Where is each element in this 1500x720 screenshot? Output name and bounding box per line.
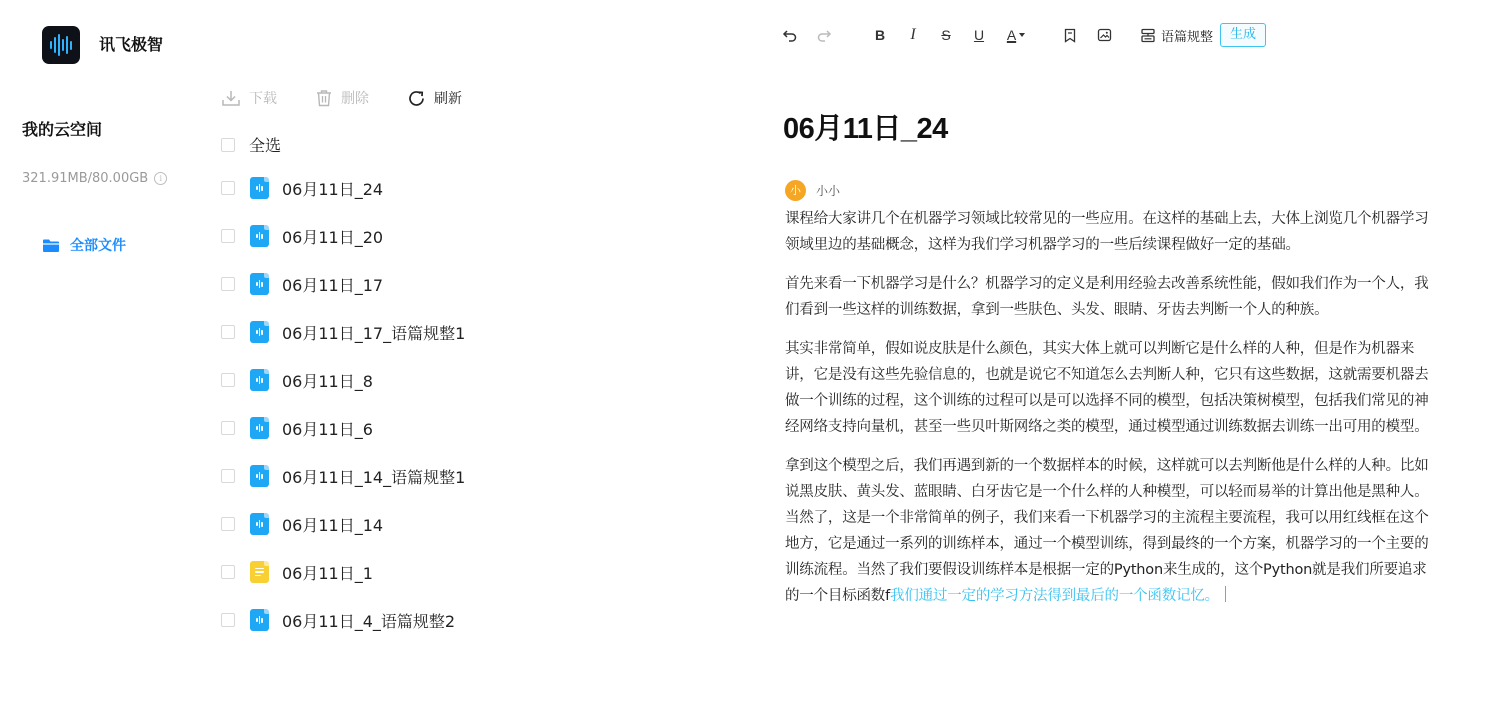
audio-file-icon	[250, 465, 269, 487]
select-all-checkbox[interactable]	[221, 138, 235, 152]
audio-file-icon	[250, 177, 269, 199]
document-body[interactable]	[785, 206, 1435, 622]
italic-button[interactable]: I	[910, 26, 916, 43]
file-name: 06月11日_17	[282, 275, 384, 295]
underline-button[interactable]: U	[973, 27, 985, 43]
file-item[interactable]	[221, 308, 701, 356]
storage-usage	[22, 171, 167, 186]
file-item[interactable]	[221, 404, 701, 452]
audio-file-icon	[250, 321, 269, 343]
file-name: 06月11日_20	[282, 227, 384, 247]
file-name: 06月11日_1	[282, 563, 373, 583]
bold-button[interactable]: B	[874, 27, 886, 43]
info-icon[interactable]: i	[154, 172, 167, 185]
file-name: 06月11日_4_语篇规整2	[282, 611, 456, 631]
storage-text: 321.91MB/80.00GB	[22, 171, 149, 186]
generate-button[interactable]: 生成	[1220, 23, 1266, 47]
audio-file-icon	[250, 417, 269, 439]
file-name: 06月11日_8	[282, 371, 373, 391]
avatar[interactable]: 小	[785, 180, 806, 201]
regulate-icon	[1140, 28, 1156, 43]
audio-file-icon	[250, 513, 269, 535]
delete-button[interactable]	[315, 88, 369, 108]
paragraph[interactable]: 首先来看一下机器学习是什么？机器学习的定义是利用经验去改善系统性能，假如我们作为一个人，我们看到一些这样的训练数据，拿到一些肤色、头发、眼睛、牙齿去判断一个人的种族。	[785, 276, 1429, 318]
file-item[interactable]	[221, 596, 701, 644]
file-name: 06月11日_14	[282, 515, 384, 535]
file-name: 06月11日_14_语篇规整1	[282, 467, 466, 487]
regulate-label: 语篇规整	[1161, 29, 1214, 45]
paragraph-last[interactable]	[785, 453, 1435, 609]
file-item[interactable]	[221, 164, 701, 212]
file-checkbox[interactable]	[221, 181, 235, 195]
file-name: 06月11日_6	[282, 419, 373, 439]
file-toolbar	[221, 88, 462, 108]
strikethrough-button[interactable]: S	[941, 27, 951, 43]
pending-transcript-text: 我们通过一定的学习方法得到最后的一个函数记忆。	[890, 588, 1219, 604]
document-file-icon	[250, 561, 269, 583]
file-checkbox[interactable]	[221, 277, 235, 291]
file-checkbox[interactable]	[221, 229, 235, 243]
cloud-space-title: 我的云空间	[22, 120, 103, 139]
audio-file-icon	[250, 225, 269, 247]
text-cursor	[1225, 586, 1226, 602]
speaker-label	[785, 180, 840, 201]
brand-name: 讯飞极智	[99, 35, 164, 54]
audio-file-icon	[250, 609, 269, 631]
file-name: 06月11日_17_语篇规整1	[282, 323, 466, 343]
font-color-icon: A	[1006, 27, 1017, 43]
delete-label: 删除	[341, 91, 369, 107]
download-button[interactable]	[221, 88, 277, 108]
file-item[interactable]	[221, 260, 701, 308]
download-icon	[221, 89, 241, 107]
speaker-name[interactable]: 小小	[816, 184, 841, 198]
audio-file-icon	[250, 273, 269, 295]
insert-image-button[interactable]	[1094, 24, 1114, 46]
refresh-icon	[407, 89, 426, 108]
document-title[interactable]: 06月11日_24	[783, 113, 948, 145]
select-all-label: 全选	[249, 136, 282, 155]
refresh-button[interactable]	[407, 88, 462, 108]
file-checkbox[interactable]	[221, 565, 235, 579]
sidebar-item-all-files[interactable]	[42, 235, 126, 255]
file-checkbox[interactable]	[221, 373, 235, 387]
sidebar-item-label: 全部文件	[70, 238, 126, 254]
redo-icon	[816, 28, 832, 42]
download-label: 下载	[249, 91, 277, 107]
file-item[interactable]	[221, 452, 701, 500]
file-checkbox[interactable]	[221, 421, 235, 435]
trash-icon	[315, 89, 333, 107]
undo-button[interactable]	[780, 24, 800, 46]
file-item[interactable]	[221, 548, 701, 596]
file-item[interactable]	[221, 212, 701, 260]
bookmark-button[interactable]	[1060, 24, 1080, 46]
file-checkbox[interactable]	[221, 613, 235, 627]
file-checkbox[interactable]	[221, 325, 235, 339]
select-all-row	[221, 133, 281, 156]
image-icon	[1097, 28, 1112, 42]
file-item[interactable]	[221, 356, 701, 404]
file-list	[221, 164, 701, 644]
undo-icon	[782, 28, 798, 42]
refresh-label: 刷新	[434, 91, 462, 107]
redo-button[interactable]	[814, 24, 834, 46]
chevron-down-icon	[1019, 33, 1025, 37]
editor-toolbar	[780, 22, 1266, 48]
folder-icon	[42, 238, 60, 253]
regulate-button[interactable]	[1140, 26, 1213, 45]
file-name: 06月11日_24	[282, 179, 384, 199]
file-checkbox[interactable]	[221, 517, 235, 531]
bookmark-icon	[1063, 28, 1077, 43]
waveform-logo-icon	[42, 26, 80, 64]
paragraph-text: 拿到这个模型之后，我们再遇到新的一个数据样本的时候，这样就可以去判断他是什么样的人种。比如说黑皮肤、黄头发、蓝眼睛、白牙齿它是一个什么样的人种模型，可以轻而易举的计算出他是黑种人。当然了，这是一个非常简单的例子，我们来看一下机器学习的主流程主要流程，我可以用红线框在这个地方，它是通过一系列的训练样本，通过一个模型训练，得到最终的一个方案，机器学习的一个主要的训练流程。当然了我们要假设训练样本是根据一定的Python来生成的，这个Python就是我们所要追求的一个目标函数f	[785, 458, 1429, 604]
paragraph[interactable]: 课程给大家讲几个在机器学习领域比较常见的一些应用。在这样的基础上去，大体上浏览几个机器学习领域里边的基础概念，这样为我们学习机器学习的一些后续课程做好一定的基础。	[785, 211, 1429, 253]
audio-file-icon	[250, 369, 269, 391]
font-color-button[interactable]	[1002, 24, 1030, 46]
file-checkbox[interactable]	[221, 469, 235, 483]
file-item[interactable]	[221, 500, 701, 548]
paragraph[interactable]: 其实非常简单，假如说皮肤是什么颜色，其实大体上就可以判断它是什么样的人种，但是作为机器来讲，它是没有这些先验信息的，也就是说它不知道怎么去判断人种，它只有这些数据，这就需要机器去做一个训练的过程，这个训练的过程可以是可以选择不同的模型，包括决策树模型，包括我们常见的神经网络支持向量机，甚至一些贝叶斯网络之类的模型，通过模型通过训练数据去训练一出可用的模型。	[785, 341, 1429, 435]
